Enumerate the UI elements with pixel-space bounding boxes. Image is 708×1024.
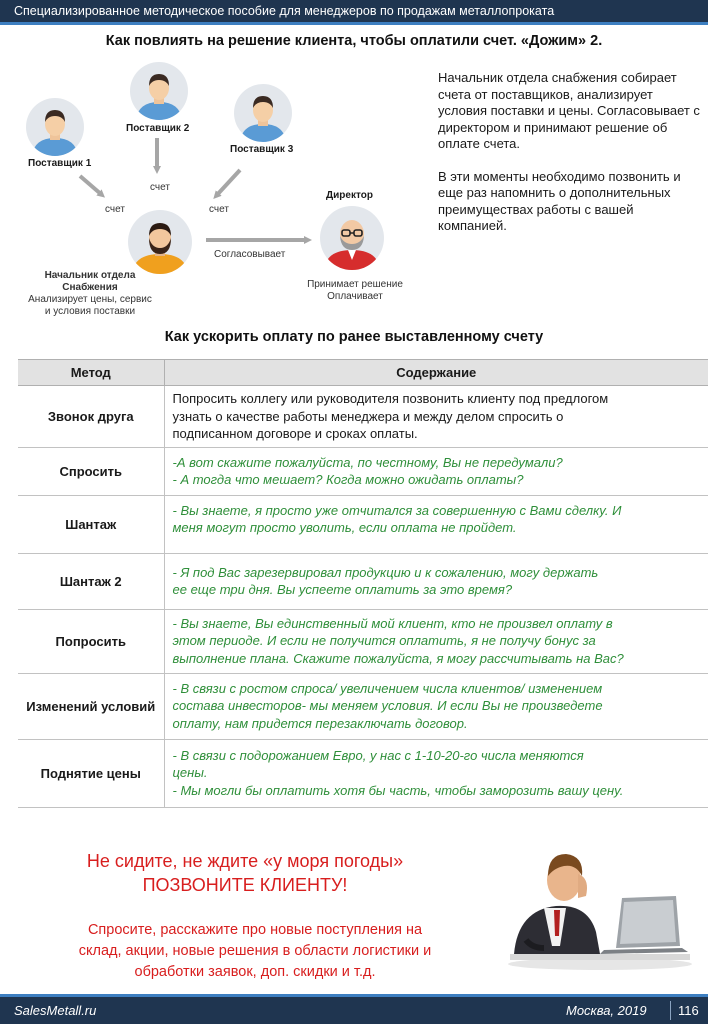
head-caption: [20, 270, 160, 318]
callout-sub-1: Спросите, расскажите про новые поступления на: [87, 922, 423, 938]
director-desc-1: Принимает решение: [307, 279, 403, 290]
content-cell: [164, 495, 708, 553]
table-row: [18, 495, 708, 553]
callout-headline: [20, 849, 470, 897]
footer-separator: [670, 1001, 671, 1020]
content-line: оплату, нам придется перезаключать договор.: [172, 716, 468, 732]
content-line: - А тогда что мешает? Когда можно ожидать оплаты?: [172, 472, 524, 488]
content-line: выполнение плана. Скажите пожалуйста, я могу рассчитывать на Вас?: [172, 651, 624, 667]
supplier-2-avatar: [130, 62, 188, 120]
person-icon: [234, 84, 292, 142]
page-number: 116: [678, 1003, 699, 1018]
head-desc-1: Анализирует цены, сервис: [28, 294, 152, 305]
content-line: - Вы знаете, я просто уже отчитался за совершенную с Вами сделку. И: [172, 502, 622, 518]
column-header-method: Метод: [18, 360, 164, 386]
callout-body: [20, 920, 490, 983]
table-header-row: [18, 360, 708, 386]
tired-manager-image: [504, 836, 696, 970]
invoice-label-3: счет: [209, 204, 229, 215]
diagram-title: Как повлиять на решение клиента, чтобы оплатили счет. «Дожим» 2.: [105, 33, 603, 49]
content-line: подписанном договоре и сроках оплаты.: [172, 426, 418, 442]
table-row: [18, 553, 708, 609]
content-line: Попросить коллегу или руководителя позвонить клиенту под предлогом: [172, 391, 609, 406]
supplier-1-label: Поставщик 1: [28, 158, 92, 169]
method-cell: Изменений условий: [18, 673, 164, 739]
bearded-person-icon: [128, 210, 192, 274]
director-avatar: [320, 206, 384, 270]
callout-sub-3: обработки заявок, доп. скидки и т.д.: [134, 964, 376, 980]
method-cell: Спросить: [18, 447, 164, 495]
content-cell: [164, 739, 708, 807]
callout-line-2: ПОЗВОНИТЕ КЛИЕНТУ!: [142, 875, 348, 895]
callout-line-1: Не сидите, не ждите «у моря погоды»: [86, 851, 404, 871]
content-cell: [164, 609, 708, 673]
arrow-supplier3: [216, 170, 240, 196]
table-row: [18, 609, 708, 673]
director-caption: [290, 279, 420, 303]
header-band: [0, 0, 708, 22]
footer-band: [0, 997, 708, 1024]
table-row: [18, 386, 708, 448]
content-line: - Я под Вас зарезервировал продукцию и к сожалению, могу держать: [172, 564, 599, 580]
methods-table: [18, 359, 708, 808]
content-line: узнать о качестве работы менеджера и между делом спросить о: [172, 408, 564, 424]
header-text: Специализированное методическое пособие для менеджеров по продажам металлопроката: [14, 4, 555, 18]
content-line: - В связи с ростом спроса/ увеличением числа клиентов/ изменением: [172, 680, 603, 696]
head-title-1: Начальник отдела: [44, 270, 136, 281]
content-line: - Вы знаете, Вы единственный мой клиент, кто не произвел оплату в: [172, 615, 613, 631]
diagram-explanation: [438, 70, 700, 251]
content-cell: [164, 673, 708, 739]
supplier-3-label: Поставщик 3: [230, 144, 294, 155]
explanation-paragraph-2: В эти моменты необходимо позвонить и еще раз напомнить о дополнительных преимуществах работы с вашей компанией.: [438, 168, 681, 233]
supplier-3-avatar: [234, 84, 292, 142]
content-cell: [164, 386, 708, 448]
bald-person-icon: [320, 206, 384, 270]
person-icon: [130, 62, 188, 120]
table-row: [18, 447, 708, 495]
method-cell: Шантаж 2: [18, 553, 164, 609]
arrow-supplier1: [80, 176, 102, 195]
content-line: ее еще три дня. Вы успеете оплатить за это время?: [172, 582, 513, 598]
approve-label: Согласовывает: [214, 249, 286, 260]
content-cell: [164, 553, 708, 609]
method-cell: Звонок друга: [18, 386, 164, 448]
supplier-1-avatar: [26, 98, 84, 156]
content-line: меня могут просто уволить, если оплата не пройдет.: [172, 520, 517, 536]
supplier-2-label: Поставщик 2: [126, 123, 190, 134]
head-avatar: [128, 210, 192, 274]
content-line: - Мы могли бы оплатить хотя бы часть, чтобы заморозить вашу цену.: [172, 783, 624, 799]
content-line: -А вот скажите пожалуйста, по честному, Вы не передумали?: [172, 454, 563, 470]
person-icon: [26, 98, 84, 156]
content-line: состава инвесторов- мы меняем условия. И если Вы не произведете: [172, 698, 603, 714]
content-line: этом периоде. И если не получится оплатить, я не получу бонус за: [172, 633, 596, 649]
explanation-paragraph-1: Начальник отдела снабжения собирает счета от поставщиков, анализирует условия поставки и цены. Согласовывает с директором и принимают решение об оплате счета.: [438, 70, 700, 151]
table-row: [18, 673, 708, 739]
method-cell: Попросить: [18, 609, 164, 673]
callout-sub-2: склад, акции, новые решения в области логистики и: [78, 943, 432, 959]
column-header-content: Содержание: [164, 360, 708, 386]
director-desc-2: Оплачивает: [327, 291, 383, 302]
director-label: Директор: [326, 190, 373, 201]
head-title-2: Снабжения: [62, 282, 118, 293]
invoice-label-2: счет: [150, 182, 170, 193]
content-line: цены.: [172, 765, 208, 781]
table-title: Как ускорить оплату по ранее выставленному счету: [164, 329, 544, 345]
invoice-label-1: счет: [105, 204, 125, 215]
method-cell: Поднятие цены: [18, 739, 164, 807]
content-cell: [164, 447, 708, 495]
header-divider: [0, 22, 708, 25]
footer-city-year: Москва, 2019: [566, 1003, 647, 1018]
footer-site: SalesMetall.ru: [14, 1003, 97, 1018]
method-cell: Шантаж: [18, 495, 164, 553]
content-line: - В связи с подорожанием Евро, у нас с 1-10-20-го числа меняются: [172, 747, 584, 763]
table-row: [18, 739, 708, 807]
head-desc-2: и условия поставки: [44, 306, 136, 317]
